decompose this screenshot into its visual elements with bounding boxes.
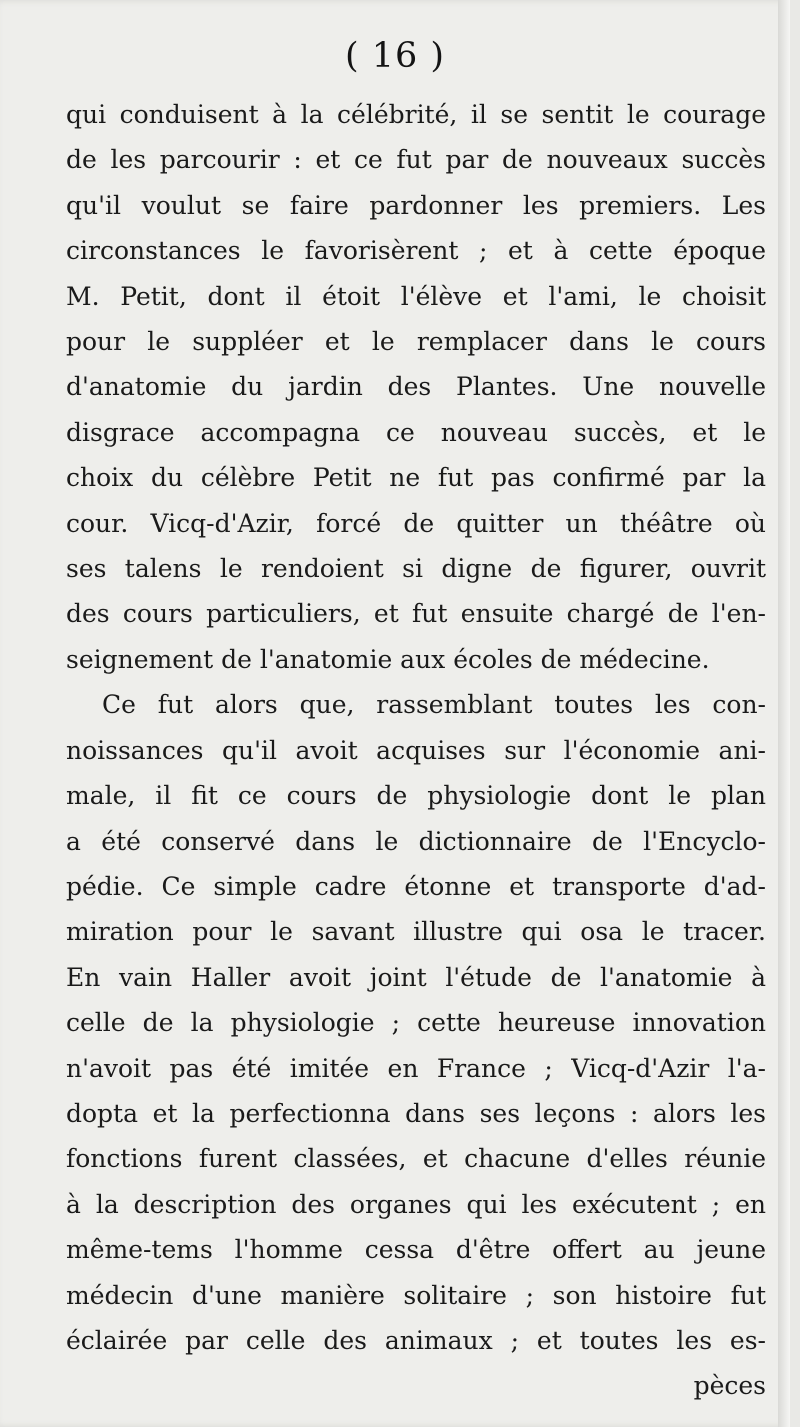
text-line: a été conservé dans le dictionnaire de l'Encyclo- bbox=[66, 826, 766, 856]
text-line: En vain Haller avoit joint l'étude de l'anatomie à bbox=[66, 962, 766, 992]
text-line: qu'il voulut se faire pardonner les premiers. Les bbox=[66, 190, 766, 220]
text-line: miration pour le savant illustre qui osa le tracer. bbox=[66, 917, 766, 947]
text-line: noissances qu'il avoit acquises sur l'économie ani- bbox=[66, 735, 766, 765]
text-line: choix du célèbre Petit ne fut pas confirmé par la bbox=[66, 463, 766, 493]
text-line: pour le suppléer et le remplacer dans le cours bbox=[66, 327, 766, 357]
text-line: médecin d'une manière solitaire ; son histoire fut bbox=[66, 1280, 766, 1310]
text-line: male, il fit ce cours de physiologie dont le plan bbox=[66, 781, 766, 811]
text-line: n'avoit pas été imitée en France ; Vicq-d'Azir l'a- bbox=[66, 1053, 766, 1083]
text-line: circonstances le favorisèrent ; et à cette époque bbox=[66, 236, 766, 266]
catchword: pèces bbox=[693, 1371, 766, 1401]
text-line: à la description des organes qui les exécutent ; en bbox=[66, 1189, 766, 1219]
text-line: qui conduisent à la célébrité, il se sentit le courage bbox=[66, 100, 766, 129]
text-line: des cours particuliers, et fut ensuite chargé de l'en- bbox=[66, 599, 766, 629]
text-line: pédie. Ce simple cadre étonne et transporte d'ad- bbox=[66, 871, 766, 901]
text-line: éclairée par celle des animaux ; et toutes les es- bbox=[66, 1325, 766, 1355]
text-line: dopta et la perfectionna dans ses leçons : alors les bbox=[66, 1098, 766, 1128]
text-line: seignement de l'anatomie aux écoles de médecine. bbox=[66, 644, 710, 674]
page-number: ( 16 ) bbox=[344, 36, 446, 76]
text-line: de les parcourir : et ce fut par de nouveaux succès bbox=[66, 145, 766, 175]
body-text bbox=[66, 92, 766, 1409]
text-line: ses talens le rendoient si digne de figurer, ouvrit bbox=[66, 554, 766, 584]
text-line: Ce fut alors que, rassemblant toutes les con- bbox=[102, 690, 766, 720]
text-line: même-tems l'homme cessa d'être offert au jeune bbox=[66, 1235, 766, 1265]
text-line: fonctions furent classées, et chacune d'elles réunie bbox=[66, 1144, 766, 1174]
text-line: d'anatomie du jardin des Plantes. Une nouvelle bbox=[66, 372, 766, 402]
text-line: cour. Vicq-d'Azir, forcé de quitter un théâtre où bbox=[66, 508, 766, 538]
page-edge bbox=[778, 0, 790, 1427]
text-line: M. Petit, dont il étoit l'élève et l'ami, le choisit bbox=[66, 281, 766, 311]
text-line: celle de la physiologie ; cette heureuse innovation bbox=[66, 1008, 766, 1038]
text-line: disgrace accompagna ce nouveau succès, et le bbox=[66, 417, 766, 447]
